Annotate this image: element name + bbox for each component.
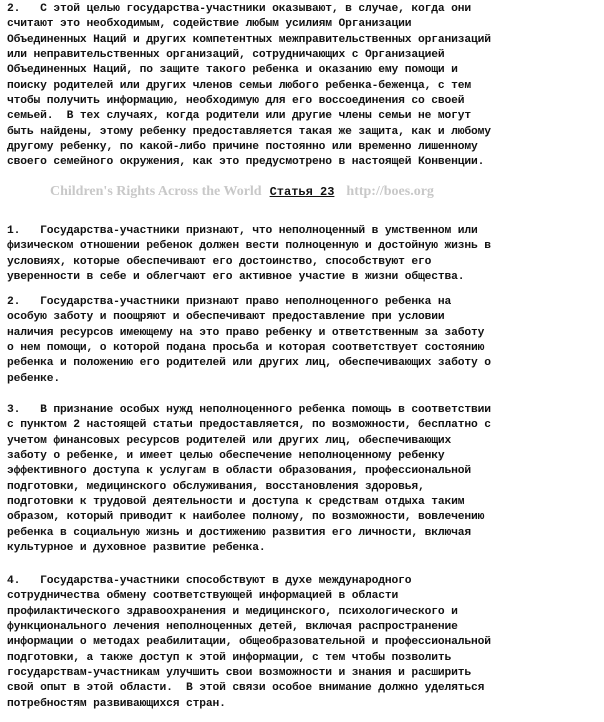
- text-line: подготовки, медицинского обслуживания, восстановления здоровья,: [7, 480, 425, 493]
- text-line: поиску родителей или других членов семьи любого ребенка-беженца, с тем: [7, 79, 472, 92]
- article-heading: Статья 23: [269, 185, 335, 199]
- text-line: учетом финансовых ресурсов родителей или других лиц, обеспечивающих: [7, 434, 452, 447]
- text-line: Объединенных Наций, по защите такого ребенка и оказанию ему помощи и: [7, 64, 458, 77]
- paragraph-2: [7, 295, 599, 387]
- text-line: свой опыт в этой области. В этой связи особое внимание должно уделяться: [7, 682, 485, 695]
- text-line: 1. Государства-участники признают, что неполноценный в умственном или: [7, 225, 478, 237]
- watermark-banner: [50, 184, 550, 202]
- text-line: с пунктом 2 настоящей статьи предоставляется, по возможности, бесплатно с: [7, 419, 491, 432]
- text-line: 2. С этой целью государства-участники оказывают, в случае, когда они: [7, 3, 472, 15]
- text-line: другому ребенку, по какой-либо причине постоянно или временно лишенному: [7, 141, 478, 154]
- text-line: ребенке.: [7, 372, 61, 385]
- text-line: быть найдены, этому ребенку предоставляется такая же защита, как и любому: [7, 125, 491, 138]
- paragraph-1: [7, 224, 599, 285]
- text-line: чтобы получить информацию, необходимую для его воссоединения со своей: [7, 95, 465, 108]
- text-line: 4. Государства-участники способствуют в духе международного: [7, 575, 412, 587]
- text-line: своего семейного окружения, как это предусмотрено в настоящей Конвенции.: [7, 156, 485, 169]
- text-line: заботу о ребенке, и имеет целью обеспечение неполноценному ребенку: [7, 450, 445, 463]
- text-line: 3. В признание особых нужд неполноценного ребенка помощь в соответствии: [7, 404, 491, 416]
- text-line: профилактического здравоохранения и медицинского, психологического и: [7, 605, 458, 618]
- watermark-url: http://boes.org: [346, 184, 434, 199]
- text-line: или неправительственных организаций, сотрудничающих с Организацией: [7, 49, 445, 62]
- text-line: подготовки к трудовой деятельности и доступа к средствам отдыха таким: [7, 496, 465, 509]
- text-line: эффективного доступа к услугам в области образования, профессиональной: [7, 465, 472, 478]
- paragraph-3: [7, 403, 599, 556]
- text-line: особую заботу и поощряют и обеспечивают предоставление при условии: [7, 311, 445, 324]
- text-line: образом, который приводит к наиболее полному, по возможности, вовлечению: [7, 511, 485, 524]
- paragraph-prev-2: [7, 2, 599, 171]
- text-line: информации о методах реабилитации, общеобразовательной и профессиональной: [7, 636, 491, 649]
- text-line: культурное и духовное развитие ребенка.: [7, 542, 266, 555]
- watermark-site: Children's Rights Across the World: [50, 184, 262, 199]
- text-line: Объединенных Наций и других компетентных межправительственных организаций: [7, 33, 491, 46]
- text-line: физическом отношении ребенок должен вести полноценную и достойную жизнь в: [7, 240, 491, 253]
- text-line: подготовки, а также доступ к этой информации, с тем чтобы позволить: [7, 651, 452, 664]
- text-line: условиях, которые обеспечивают его достоинство, способствуют его: [7, 255, 432, 268]
- text-line: о нем помощи, о которой подана просьба и которая соответствует состоянию: [7, 342, 485, 355]
- text-line: потребностям развивающихся стран.: [7, 697, 226, 710]
- text-line: 2. Государства-участники признают право неполноценного ребенка на: [7, 296, 452, 308]
- text-line: уверенности в себе и облегчают его активное участие в жизни общества.: [7, 271, 465, 284]
- text-line: государствам-участникам улучшить свои возможности и знания и расширить: [7, 667, 472, 680]
- text-line: считают это необходимым, содействие любым усилиям Организации: [7, 18, 412, 31]
- text-line: ребенка в социальную жизнь и достижению развития его личности, включая: [7, 526, 472, 539]
- text-line: сотрудничества обмену соответствующей информацией в области: [7, 590, 399, 603]
- text-line: наличия ресурсов имеющему на это право ребенку и ответственным за заботу: [7, 326, 485, 339]
- paragraph-4: [7, 574, 599, 712]
- text-line: функционального лечения неполноценных детей, включая распространение: [7, 621, 458, 634]
- text-line: ребенка и положению его родителей или других лиц, обеспечивающих заботу о: [7, 357, 491, 370]
- text-line: семьей. В тех случаях, когда родители или другие члены семьи не могут: [7, 110, 472, 123]
